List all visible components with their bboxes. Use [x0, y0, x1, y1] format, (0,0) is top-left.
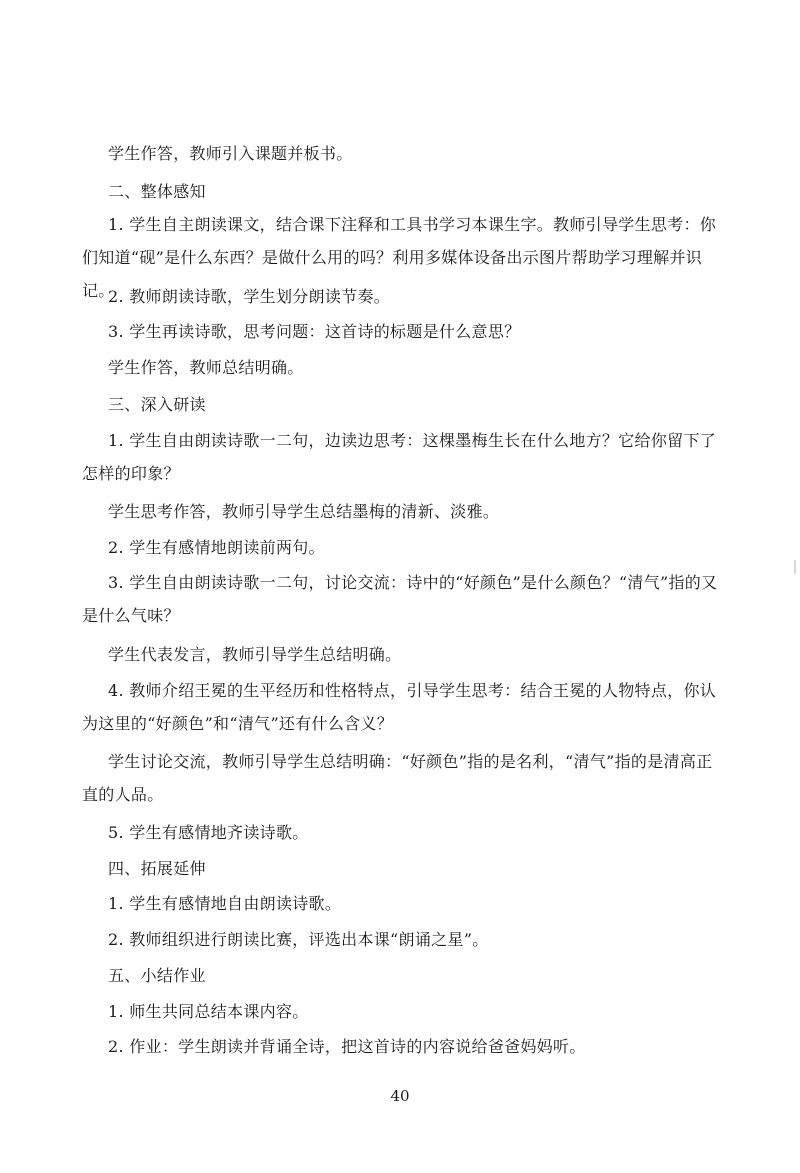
paragraph: 2. 作业：学生朗读并背诵全诗，把这首诗的内容说给爸爸妈妈听。: [108, 1037, 586, 1056]
paragraph: 1. 学生自主朗读课文，结合课下注释和工具书学习本课生字。教师引导学生思考：你们知道“砚”是什么东西？是做什么用的吗？利用多媒体设备出示图片帮助学习理解并识记。: [82, 215, 717, 300]
paragraph: 1. 师生共同总结本课内容。: [108, 1002, 309, 1021]
paragraph: 学生讨论交流，教师引导学生总结明确：“好颜色”指的是名利，“清气”指的是清高正直的人品。: [82, 752, 713, 804]
paragraph: 1. 学生有感情地自由朗读诗歌。: [108, 894, 342, 913]
paragraph: 2. 教师朗读诗歌，学生划分朗读节奏。: [108, 287, 391, 306]
paragraph: 1. 学生自由朗读诗歌一二句，边读边思考：这棵墨梅生长在什么地方？它给你留下了怎样的印象？: [82, 431, 717, 483]
section-heading: 二、整体感知: [108, 182, 206, 201]
paragraph: 2. 教师组织进行朗读比赛，评选出本课“朗诵之星”。: [108, 930, 489, 949]
paragraph: 4. 教师介绍王冕的生平经历和性格特点，引导学生思考：结合王冕的人物特点，你认为这里的“好颜色”和“清气”还有什么含义？: [82, 681, 717, 733]
paragraph: 学生作答，教师总结明确。: [108, 358, 304, 377]
section-heading: 三、深入研读: [108, 395, 206, 414]
paragraph: 5. 学生有感情地齐读诗歌。: [108, 823, 309, 842]
paragraph: 3. 学生自由朗读诗歌一二句，讨论交流：诗中的“好颜色”是什么颜色？“清气”指的又是什么气味？: [82, 573, 718, 625]
scan-edge-mark: [794, 560, 796, 574]
paragraph: 学生思考作答，教师引导学生总结墨梅的清新、淡雅。: [108, 502, 500, 521]
paragraph: 学生代表发言，教师引导学生总结明确。: [108, 645, 402, 664]
paragraph: 3. 学生再读诗歌，思考问题：这首诗的标题是什么意思？: [108, 322, 521, 341]
section-heading: 五、小结作业: [108, 966, 206, 985]
paragraph: 2. 学生有感情地朗读前两句。: [108, 538, 325, 557]
page-number: 40: [390, 1087, 410, 1105]
section-heading: 四、拓展延伸: [108, 859, 206, 878]
paragraph: 学生作答，教师引入课题并板书。: [108, 144, 353, 163]
